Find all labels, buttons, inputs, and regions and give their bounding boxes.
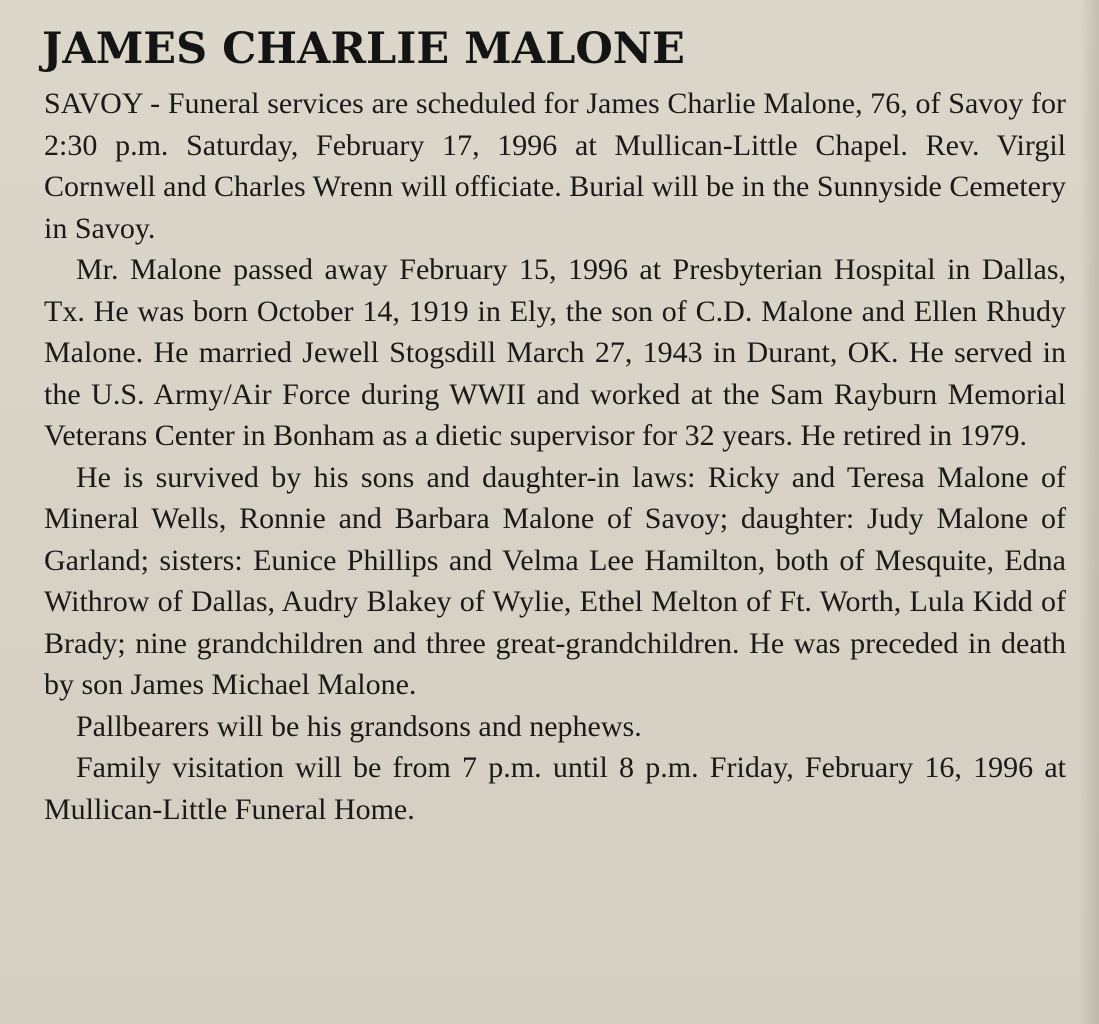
obituary-body <box>44 83 1066 830</box>
paragraph-pallbearers: Pallbearers will be his grandsons and nephews. <box>76 709 642 743</box>
paragraph-funeral-services: SAVOY - Funeral services are scheduled for James Charlie Malone, 76, of Savoy for 2:30 p.m. Saturday, February 17, 1996 at Mullican-Little Chapel. Rev. Virgil Cornwell and Charles Wrenn will officiate. Burial will be in the Sunnyside Cemetery in Savoy. <box>44 87 1066 245</box>
obituary-headline: JAMES CHARLIE MALONE <box>42 24 685 74</box>
paragraph-visitation: Family visitation will be from 7 p.m. until 8 p.m. Friday, February 16, 1996 at Mullican-Little Funeral Home. <box>44 751 1066 826</box>
clipping-edge-shadow <box>1079 0 1099 1024</box>
paragraph-survivors: He is survived by his sons and daughter-in laws: Ricky and Teresa Malone of Mineral Wells, Ronnie and Barbara Malone of Savoy; daughter: Judy Malone of Garland; sisters: Eunice Phillips and Velma Lee Hamilton, both of Mesquite, Edna Withrow of Dallas, Audry Blakey of Wylie, Ethel Melton of Ft. Worth, Lula Kidd of Brady; nine grandchildren and three great-grandchildren. He was preceded in death by son James Michael Malone. <box>44 460 1066 701</box>
paragraph-biography: Mr. Malone passed away February 15, 1996 at Presbyterian Hospital in Dallas, Tx. He was born October 14, 1919 in Ely, the son of C.D. Malone and Ellen Rhudy Malone. He married Jewell Stogsdill March 27, 1943 in Durant, OK. He served in the U.S. Army/Air Force during WWII and worked at the Sam Rayburn Memorial Veterans Center in Bonham as a dietic supervisor for 32 years. He retired in 1979. <box>44 253 1066 452</box>
